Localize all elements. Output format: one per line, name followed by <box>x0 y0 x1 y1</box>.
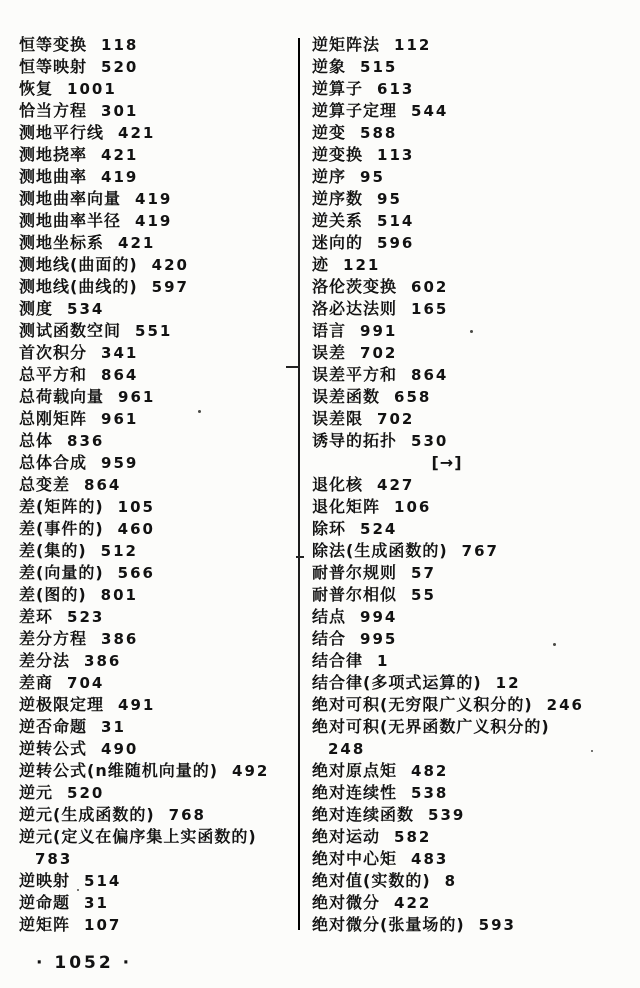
index-page-ref: 767 <box>461 542 499 560</box>
index-term: 迷向的 <box>312 233 364 252</box>
index-page-ref: 702 <box>377 410 415 428</box>
index-page-ref: 658 <box>394 388 432 406</box>
index-term: 总体 <box>19 431 54 450</box>
index-page-ref: 704 <box>67 674 105 692</box>
index-term: 恒等变换 <box>19 35 88 54</box>
index-term: 结合律 <box>312 651 364 670</box>
index-row <box>312 584 636 606</box>
index-row <box>312 386 636 408</box>
section-marker: [→] <box>431 453 463 472</box>
index-row <box>19 518 295 540</box>
index-page-ref: 106 <box>394 498 432 516</box>
index-page-ref: 12 <box>495 674 521 692</box>
index-term: 差商 <box>19 673 54 692</box>
index-row <box>312 56 636 78</box>
index-row <box>19 386 295 408</box>
index-row <box>312 320 636 342</box>
index-page-ref: 482 <box>411 762 449 780</box>
index-term: 结点 <box>312 607 347 626</box>
index-page-ref: 523 <box>67 608 105 626</box>
index-row <box>312 254 636 276</box>
index-page-ref: 483 <box>411 850 449 868</box>
index-term: 测地曲率向量 <box>19 189 122 208</box>
index-term: 差(事件的) <box>19 519 104 538</box>
index-row <box>312 892 636 914</box>
index-row <box>19 276 295 298</box>
index-page-ref: 121 <box>343 256 381 274</box>
index-page-ref: 702 <box>360 344 398 362</box>
index-term: 逆转公式(n维随机向量的) <box>19 761 219 780</box>
index-page-ref: 836 <box>67 432 105 450</box>
index-page-ref: 248 <box>328 740 366 758</box>
index-page-ref: 539 <box>428 806 466 824</box>
index-page-ref: 538 <box>411 784 449 802</box>
index-term: 测地挠率 <box>19 145 88 164</box>
index-row <box>312 496 636 518</box>
index-page-ref: 991 <box>360 322 398 340</box>
index-row <box>312 848 636 870</box>
scan-artifact <box>470 330 473 333</box>
index-term: 总刚矩阵 <box>19 409 88 428</box>
index-row <box>312 672 636 694</box>
index-page-ref: 421 <box>101 146 139 164</box>
index-page-ref: 105 <box>117 498 155 516</box>
index-row <box>312 562 636 584</box>
scan-artifact <box>591 750 593 752</box>
index-page-ref: 118 <box>101 36 139 54</box>
index-term: 除法(生成函数的) <box>312 541 448 560</box>
index-term: 结合 <box>312 629 347 648</box>
index-row <box>312 78 636 100</box>
index-page-ref: 301 <box>101 102 139 120</box>
index-page-ref: 515 <box>360 58 398 76</box>
index-row <box>312 694 636 716</box>
index-page-ref: 31 <box>101 718 126 736</box>
index-row <box>19 452 295 474</box>
index-row <box>19 760 295 782</box>
index-page-ref: 588 <box>360 124 398 142</box>
index-row <box>19 562 295 584</box>
index-term: 逆关系 <box>312 211 364 230</box>
index-term: 绝对微分 <box>312 893 381 912</box>
index-row <box>312 870 636 892</box>
index-row <box>19 628 295 650</box>
index-term: 总平方和 <box>19 365 88 384</box>
index-row <box>312 474 636 496</box>
index-row <box>312 408 636 430</box>
index-page-ref: 165 <box>411 300 449 318</box>
index-row <box>312 364 636 386</box>
index-page-ref: 386 <box>84 652 122 670</box>
index-row <box>19 144 295 166</box>
index-page-ref: 113 <box>377 146 415 164</box>
index-page-ref: 514 <box>84 872 122 890</box>
scan-artifact <box>296 556 304 558</box>
page-number: · 1052 · <box>36 953 133 973</box>
index-term: 测地曲率半径 <box>19 211 122 230</box>
index-term: 测地平行线 <box>19 123 105 142</box>
scan-artifact <box>77 889 79 891</box>
index-row <box>312 232 636 254</box>
index-term: 逆极限定理 <box>19 695 105 714</box>
index-page-ref: 386 <box>101 630 139 648</box>
index-term: 逆矩阵 <box>19 915 71 934</box>
index-term: 测地曲率 <box>19 167 88 186</box>
index-page-ref: 419 <box>101 168 139 186</box>
index-term: 差分方程 <box>19 629 88 648</box>
index-page-ref: 801 <box>100 586 138 604</box>
index-page-ref: 597 <box>151 278 189 296</box>
index-page-ref: 422 <box>394 894 432 912</box>
index-row <box>19 584 295 606</box>
index-page-ref: 864 <box>411 366 449 384</box>
index-term: 迹 <box>312 255 330 274</box>
index-row <box>19 496 295 518</box>
index-page-ref: 961 <box>118 388 156 406</box>
index-page-ref: 995 <box>360 630 398 648</box>
index-page-ref: 490 <box>101 740 139 758</box>
index-page-ref: 994 <box>360 608 398 626</box>
index-term: 退化核 <box>312 475 364 494</box>
index-term: 退化矩阵 <box>312 497 381 516</box>
index-term: 总体合成 <box>19 453 88 472</box>
index-row <box>19 430 295 452</box>
index-term: 测地坐标系 <box>19 233 105 252</box>
index-term: 绝对原点矩 <box>312 761 398 780</box>
index-row <box>312 826 636 848</box>
index-page-ref: 530 <box>411 432 449 450</box>
index-term: 绝对微分(张量场的) <box>312 915 465 934</box>
index-page-ref: 421 <box>118 124 156 142</box>
index-row <box>19 78 295 100</box>
index-term: 耐普尔相似 <box>312 585 398 604</box>
index-row <box>312 144 636 166</box>
index-page-ref: 783 <box>35 850 73 868</box>
index-term: 恰当方程 <box>19 101 88 120</box>
index-page-ref: 341 <box>101 344 139 362</box>
index-row <box>19 232 295 254</box>
index-term: 总变差 <box>19 475 71 494</box>
index-row <box>19 100 295 122</box>
index-term: 逆变 <box>312 123 347 142</box>
index-term: 恢复 <box>19 79 54 98</box>
index-term: 差分法 <box>19 651 71 670</box>
index-page-ref: 421 <box>118 234 156 252</box>
index-term: 逆序数 <box>312 189 364 208</box>
index-row <box>312 782 636 804</box>
index-term: 误差 <box>312 343 347 362</box>
index-row <box>19 474 295 496</box>
index-row <box>19 34 295 56</box>
index-term: 绝对连续性 <box>312 783 398 802</box>
index-term: 结合律(多项式运算的) <box>312 673 482 692</box>
index-term: 绝对连续函数 <box>312 805 415 824</box>
index-row <box>19 672 295 694</box>
index-term: 耐普尔规则 <box>312 563 398 582</box>
index-page-ref: 427 <box>377 476 415 494</box>
index-page-ref: 520 <box>67 784 105 802</box>
index-page-ref: 491 <box>118 696 156 714</box>
index-term: 逆算子定理 <box>312 101 398 120</box>
index-page-ref: 864 <box>101 366 139 384</box>
index-row <box>19 254 295 276</box>
column-divider <box>298 38 300 930</box>
index-term: 逆矩阵法 <box>312 35 381 54</box>
index-page-ref: 514 <box>377 212 415 230</box>
index-row <box>19 540 295 562</box>
index-term: 绝对值(实数的) <box>312 871 431 890</box>
index-term: 语言 <box>312 321 347 340</box>
index-term: 差(集的) <box>19 541 87 560</box>
index-page-ref: 1001 <box>67 80 117 98</box>
index-row <box>19 210 295 232</box>
index-row <box>312 210 636 232</box>
index-term: 逆变换 <box>312 145 364 164</box>
left-column <box>19 34 295 936</box>
index-term: 逆序 <box>312 167 347 186</box>
scan-artifact <box>286 366 300 368</box>
index-row <box>312 100 636 122</box>
index-row <box>312 518 636 540</box>
index-page-ref: 112 <box>394 36 432 54</box>
index-term: 洛必达法则 <box>312 299 398 318</box>
index-term: 逆象 <box>312 57 347 76</box>
index-term: 首次积分 <box>19 343 88 362</box>
index-row <box>19 848 295 870</box>
index-page-ref: 460 <box>117 520 155 538</box>
index-term: 逆算子 <box>312 79 364 98</box>
index-page-ref: 602 <box>411 278 449 296</box>
index-term: 差(矩阵的) <box>19 497 104 516</box>
index-row <box>312 760 636 782</box>
index-page-ref: 246 <box>546 696 584 714</box>
index-row <box>19 804 295 826</box>
index-row <box>312 804 636 826</box>
index-term: 诱导的拓扑 <box>312 431 398 450</box>
index-row <box>19 122 295 144</box>
index-term: 绝对可积(无穷限广义积分的) <box>312 695 533 714</box>
index-page-ref: 107 <box>84 916 122 934</box>
index-term: 差(图的) <box>19 585 87 604</box>
index-term: 逆元(定义在偏序集上实函数的) <box>19 827 257 846</box>
index-page-ref: 961 <box>101 410 139 428</box>
index-page-ref: 419 <box>135 190 173 208</box>
index-row <box>19 408 295 430</box>
index-page-ref: 534 <box>67 300 105 318</box>
index-term: 除环 <box>312 519 347 538</box>
index-row <box>19 870 295 892</box>
index-row <box>19 298 295 320</box>
index-term: 差环 <box>19 607 54 626</box>
index-row <box>312 342 636 364</box>
index-term: 测地线(曲面的) <box>19 255 138 274</box>
index-term: 测试函数空间 <box>19 321 122 340</box>
index-page-ref: 520 <box>101 58 139 76</box>
index-term: 逆映射 <box>19 871 71 890</box>
index-page-ref: 544 <box>411 102 449 120</box>
index-term: 逆元(生成函数的) <box>19 805 155 824</box>
index-page-ref: 512 <box>100 542 138 560</box>
index-page-ref: 566 <box>117 564 155 582</box>
index-row <box>19 650 295 672</box>
right-column <box>312 34 636 936</box>
index-term: 误差函数 <box>312 387 381 406</box>
index-row <box>312 298 636 320</box>
index-term: 逆转公式 <box>19 739 88 758</box>
index-page-ref: 8 <box>444 872 458 890</box>
index-page-ref: 55 <box>411 586 436 604</box>
index-row <box>312 716 636 738</box>
index-page-ref: 864 <box>84 476 122 494</box>
index-term: 逆否命题 <box>19 717 88 736</box>
index-term: 逆命题 <box>19 893 71 912</box>
index-term: 测地线(曲线的) <box>19 277 138 296</box>
index-row <box>19 364 295 386</box>
index-row <box>312 914 636 936</box>
index-row <box>19 606 295 628</box>
index-page-ref: 492 <box>232 762 270 780</box>
index-row <box>312 628 636 650</box>
index-page-ref: 57 <box>411 564 436 582</box>
index-page-ref: 419 <box>135 212 173 230</box>
index-row <box>19 320 295 342</box>
index-term: 绝对中心矩 <box>312 849 398 868</box>
index-row <box>312 650 636 672</box>
index-row <box>19 914 295 936</box>
index-row <box>19 826 295 848</box>
scan-artifact <box>553 643 556 646</box>
scan-artifact <box>198 410 201 413</box>
index-row <box>19 782 295 804</box>
index-row <box>19 892 295 914</box>
index-page-ref: 959 <box>101 454 139 472</box>
index-row <box>19 342 295 364</box>
index-term: 洛伦茨变换 <box>312 277 398 296</box>
index-page-ref: 95 <box>360 168 385 186</box>
index-page-ref: 593 <box>478 916 516 934</box>
index-page-ref: 1 <box>377 652 390 670</box>
index-row <box>312 122 636 144</box>
index-page-ref: 551 <box>135 322 173 340</box>
index-page-ref: 768 <box>168 806 206 824</box>
index-page-ref: 596 <box>377 234 415 252</box>
index-row <box>19 738 295 760</box>
index-row <box>312 188 636 210</box>
index-page-ref: 582 <box>394 828 432 846</box>
index-term: 测度 <box>19 299 54 318</box>
index-page-ref: 420 <box>151 256 189 274</box>
index-page-ref: 524 <box>360 520 398 538</box>
index-page-ref: 613 <box>377 80 415 98</box>
index-row <box>312 430 636 452</box>
index-term: 逆元 <box>19 783 54 802</box>
index-row <box>312 166 636 188</box>
index-term: 差(向量的) <box>19 563 104 582</box>
index-page-ref: 95 <box>377 190 402 208</box>
index-row <box>19 56 295 78</box>
index-row <box>19 188 295 210</box>
index-row <box>312 276 636 298</box>
index-row <box>19 166 295 188</box>
index-row <box>19 716 295 738</box>
index-row <box>312 540 636 562</box>
index-row <box>312 738 636 760</box>
index-page-ref: 31 <box>84 894 109 912</box>
index-term: 误差平方和 <box>312 365 398 384</box>
index-term: 误差限 <box>312 409 364 428</box>
index-term: 绝对运动 <box>312 827 381 846</box>
index-term: 恒等映射 <box>19 57 88 76</box>
index-row <box>312 34 636 56</box>
index-term: 绝对可积(无界函数广义积分的) <box>312 717 550 736</box>
index-row <box>312 606 636 628</box>
index-row <box>19 694 295 716</box>
index-term: 总荷载向量 <box>19 387 105 406</box>
